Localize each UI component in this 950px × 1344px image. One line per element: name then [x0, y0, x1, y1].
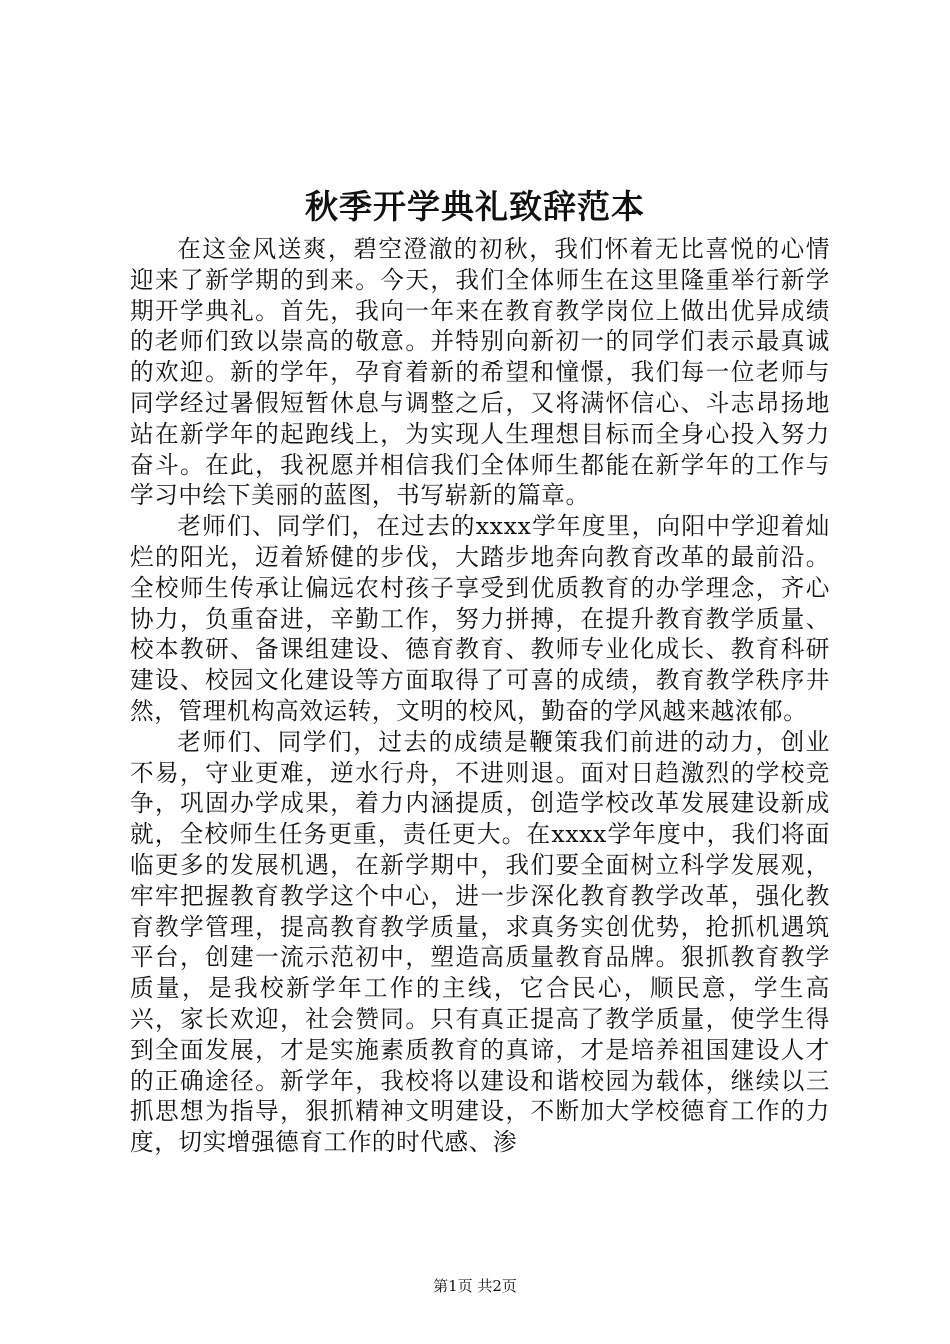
- document-title: 秋季开学典礼致辞范本: [305, 187, 645, 226]
- page-footer: 第1页 共2页: [433, 1277, 517, 1295]
- paragraph-2: 老师们、同学们，在过去的xxxx学年度里，向阳中学迎着灿烂的阳光，迈着矫健的步伐，大踏步地奔向教育改革的最前沿。全校师生传承让偏远农村孩子享受到优质教育的办学理念，齐心协力，负重奋进，辛勤工作，努力拼搏，在提升教育教学质量、校本教研、备课组建设、德育教育、教师专业化成长、教育科研建设、校园文化建设等方面取得了可喜的成绩，教育教学秩序井然，管理机构高效运转，文明的校风，勤奋的学风越来越浓郁。: [130, 512, 830, 725]
- document-body: [130, 234, 830, 1158]
- paragraph-1: 在这金风送爽，碧空澄澈的初秋，我们怀着无比喜悦的心情迎来了新学期的到来。今天，我们全体师生在这里隆重举行新学期开学典礼。首先，我向一年来在教育教学岗位上做出优异成绩的老师们致以崇高的敬意。并特别向新初一的同学们表示最真诚的欢迎。新的学年，孕育着新的希望和憧憬，我们每一位老师与同学经过暑假短暂休息与调整之后，又将满怀信心、斗志昂扬地站在新学年的起跑线上，为实现人生理想目标而全身心投入努力奋斗。在此，我祝愿并相信我们全体师生都能在新学年的工作与学习中绘下美丽的蓝图，书写崭新的篇章。: [130, 235, 830, 510]
- paragraph-3: 老师们、同学们，过去的成绩是鞭策我们前进的动力，创业不易，守业更难，逆水行舟，不进则退。面对日趋激烈的学校竞争，巩固办学成果，着力内涵提质，创造学校改革发展建设新成就，全校师生任务更重，责任更大。在xxxx学年度中，我们将面临更多的发展机遇，在新学期中，我们要全面树立科学发展观，牢牢把握教育教学这个中心，进一步深化教育教学改革，强化教育教学管理，提高教育教学质量，求真务实创优势，抢抓机遇筑平台，创建一流示范初中，塑造高质量教育品牌。狠抓教育教学质量，是我校新学年工作的主线，它合民心，顺民意，学生高兴，家长欢迎，社会赞同。只有真正提高了教学质量，使学生得到全面发展，才是实施素质教育的真谛，才是培养祖国建设人才的正确途径。新学年，我校将以建设和谐校园为载体，继续以三抓思想为指导，狠抓精神文明建设，不断加大学校德育工作的力度，切实增强德育工作的时代感、渗: [130, 727, 830, 1157]
